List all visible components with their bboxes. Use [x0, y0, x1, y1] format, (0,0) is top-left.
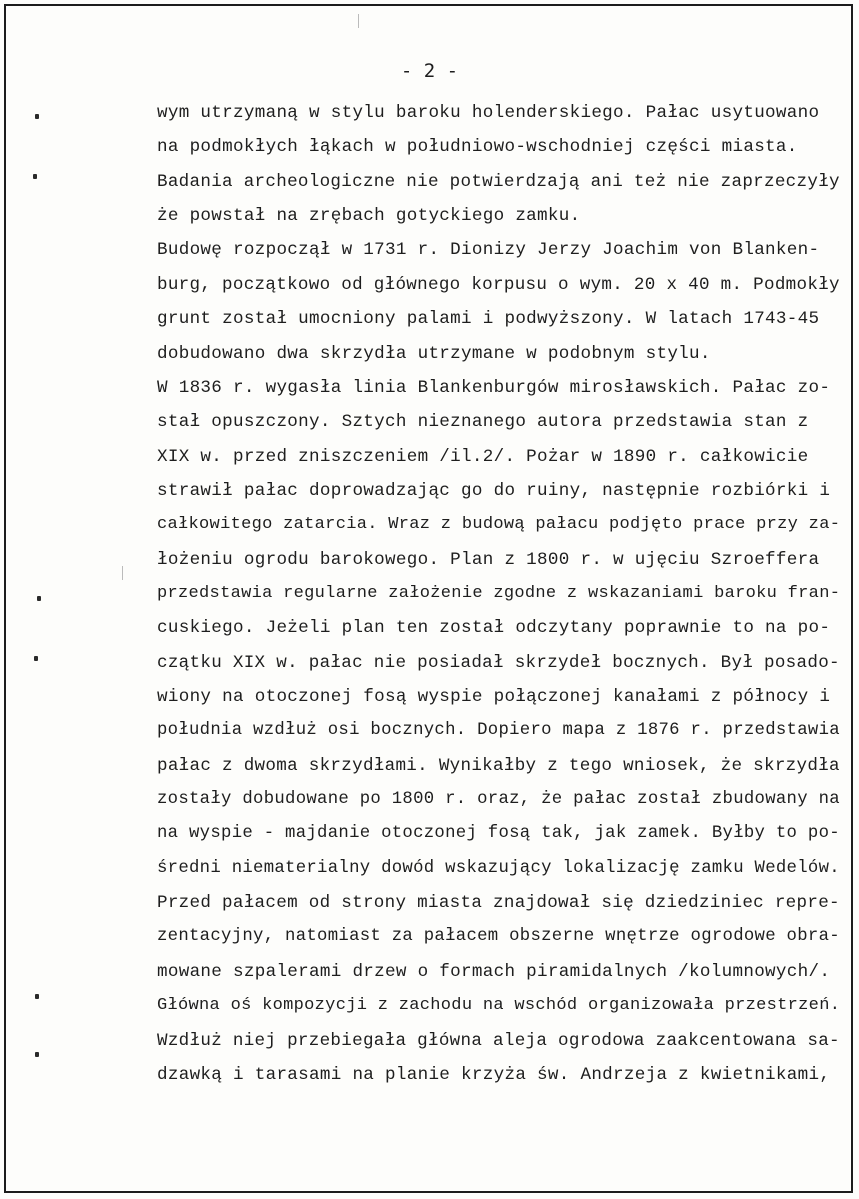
text-line: wym utrzymaną w stylu baroku holenderskiego. Pałac usytuowano	[157, 103, 820, 123]
text-line: na podmokłych łąkach w południowo-wschodniej części miasta.	[157, 137, 798, 158]
text-line: średni niematerialny dowód wskazujący lokalizację zamku Wedelów.	[157, 858, 840, 878]
text-line: W 1836 r. wygasła linia Blankenburgów mirosławskich. Pałac zo-	[157, 377, 831, 398]
text-line: dobudowano dwa skrzydła utrzymane w podobnym stylu.	[157, 343, 711, 364]
text-line: XIX w. przed zniszczeniem /il.2/. Pożar w 1890 r. całkowicie	[157, 446, 809, 467]
margin-mark	[34, 656, 38, 661]
text-line: łożeniu ogrodu barokowego. Plan z 1800 r. w ujęciu Szroeffera	[157, 549, 820, 570]
text-line: Przed pałacem od strony miasta znajdował się dziedziniec repre-	[157, 893, 840, 914]
text-line: południa wzdłuż osi bocznych. Dopiero mapa z 1876 r. przedstawia	[157, 721, 840, 741]
margin-mark	[33, 174, 37, 179]
text-line: przedstawia regularne założenie zgodne z wskazaniami baroku fran-	[157, 583, 841, 603]
margin-mark	[35, 114, 39, 119]
text-line: Budowę rozpoczął w 1731 r. Dionizy Jerzy Joachim von Blanken-	[157, 240, 820, 261]
margin-mark	[37, 596, 41, 601]
text-line: wiony na otoczonej fosą wyspie połączonej kanałami z północy i	[157, 687, 831, 707]
text-line: pałac z dwoma skrzydłami. Wynikałby z tego wniosek, że skrzydła	[157, 755, 840, 776]
text-line: burg, początkowo od głównego korpusu o wym. 20 x 40 m. Podmokły	[157, 274, 840, 295]
margin-mark	[35, 994, 39, 999]
pencil-tick	[358, 14, 359, 28]
text-line: całkowitego zatarcia. Wraz z budową pałacu podjęto prace przy za-	[157, 515, 841, 535]
text-line: Główna oś kompozycji z zachodu na wschód organizowała przestrzeń.	[157, 996, 841, 1016]
text-line: zostały dobudowane po 1800 r. oraz, że pałac został zbudowany na	[157, 790, 840, 809]
text-line: strawił pałac doprowadzając go do ruiny, następnie rozbiórki i	[157, 480, 831, 501]
text-line: cuskiego. Jeżeli plan ten został odczytany poprawnie to na po-	[157, 618, 831, 639]
text-line: grunt został umocniony palami i podwyższony. W latach 1743-45	[157, 309, 820, 330]
page-number: - 2 -	[400, 60, 459, 82]
text-line: mowane szpalerami drzew o formach piramidalnych /kolumnowych/.	[157, 961, 831, 982]
margin-mark	[35, 1052, 39, 1057]
text-line: Wzdłuż niej przebiegała główna aleja ogrodowa zaakcentowana sa-	[157, 1030, 840, 1051]
text-line: czątku XIX w. pałac nie posiadał skrzydeł bocznych. Był posado-	[157, 652, 840, 673]
pencil-tick	[122, 566, 123, 580]
text-line: na wyspie - majdanie otoczonej fosą tak, jak zamek. Byłby to po-	[157, 824, 840, 844]
text-line: dzawką i tarasami na planie krzyża św. Andrzeja z kwietnikami,	[157, 1064, 831, 1085]
text-line: Badania archeologiczne nie potwierdzają ani też nie zaprzeczyły	[157, 171, 840, 192]
text-line: stał opuszczony. Sztych nieznanego autora przedstawia stan z	[157, 412, 809, 433]
text-line: że powstał na zrębach gotyckiego zamku.	[157, 206, 581, 227]
text-line: zentacyjny, natomiast za pałacem obszerne wnętrze ogrodowe obra-	[157, 927, 840, 947]
